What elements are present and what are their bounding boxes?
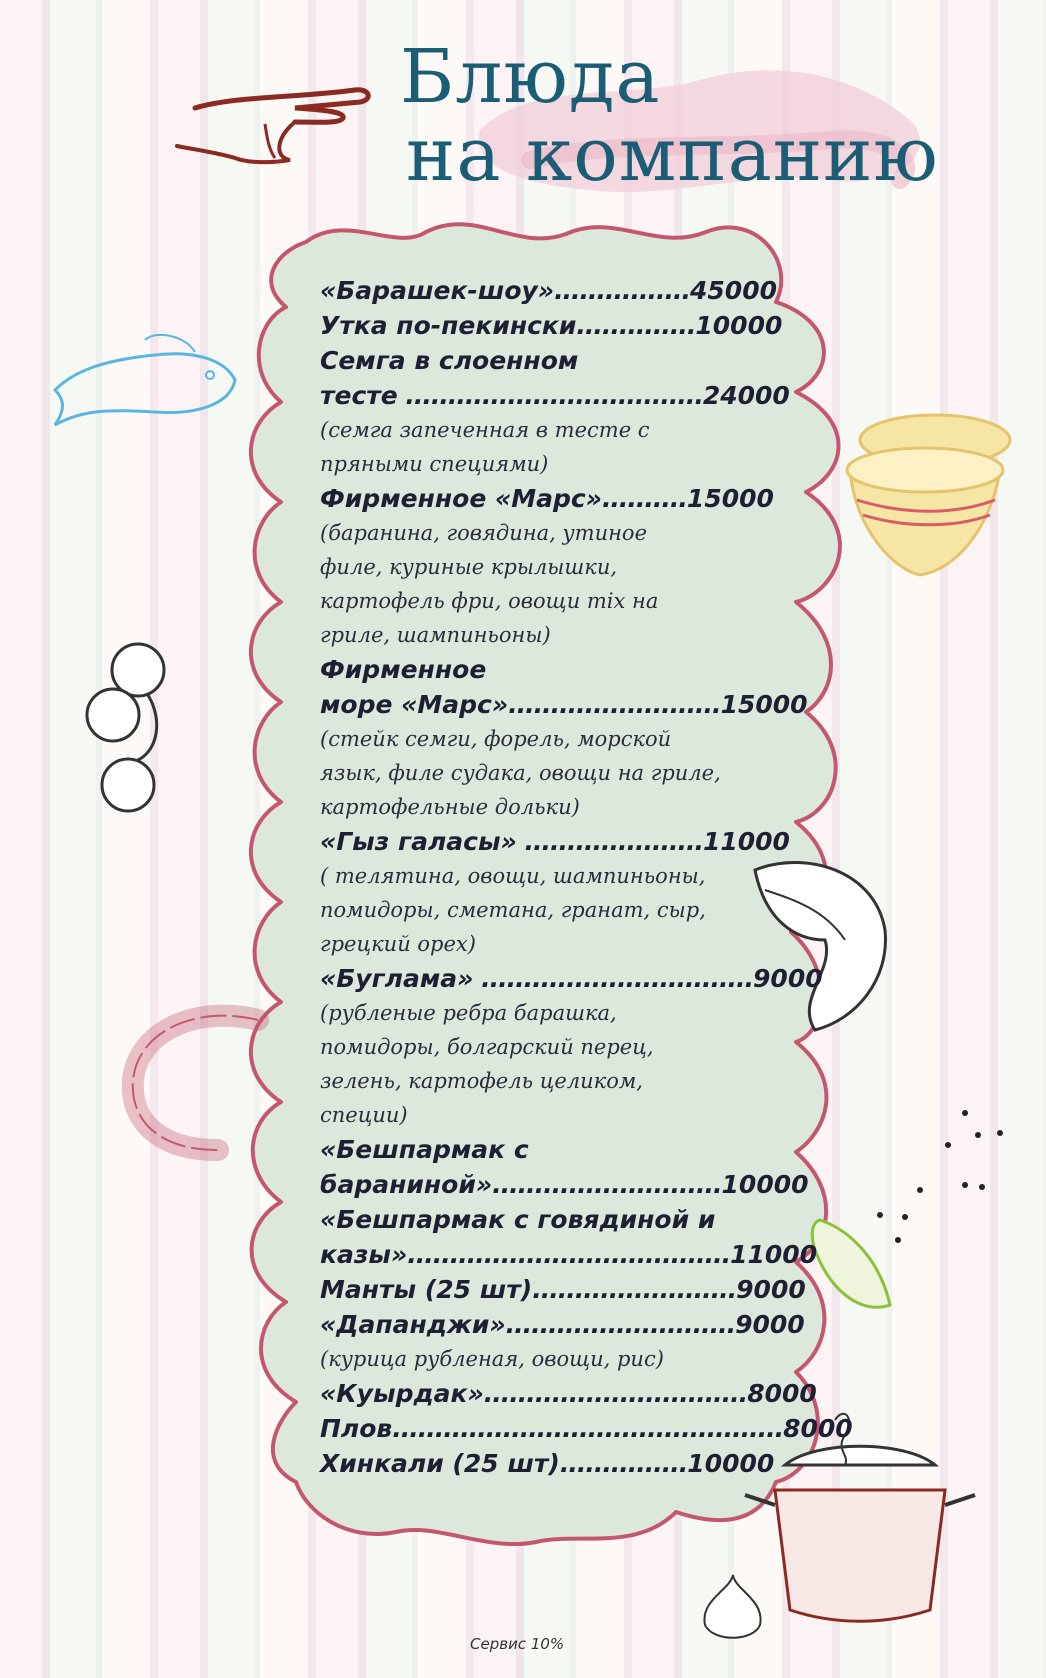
- menu-item-name: Утка по-пекински: [320, 311, 577, 340]
- menu-item-leader-dots: .........................: [508, 690, 721, 719]
- menu-item: [320, 1202, 740, 1237]
- menu-item-leader-dots: ...............................: [483, 1379, 748, 1408]
- menu-item-description: (семга запеченная в тесте с: [320, 418, 650, 442]
- menu-item-leader-dots: ...........................: [492, 1170, 722, 1199]
- menu-item-description: филе, куриные крылышки,: [320, 555, 618, 579]
- menu-item: [320, 1411, 853, 1446]
- menu-item-price: 10000: [687, 1449, 775, 1478]
- menu-item: [320, 1167, 809, 1202]
- menu-item-name: «Барашек-шоу»: [320, 276, 555, 305]
- menu-item-price: 10000: [721, 1170, 809, 1199]
- menu-item-price: 9000: [736, 1275, 806, 1304]
- menu-item-leader-dots: ..............: [576, 311, 696, 340]
- menu-item-description: (стейк семги, форель, морской: [320, 727, 672, 751]
- menu-item-description: (курица рубленая, овощи, рис): [320, 1347, 664, 1371]
- menu-item-name: Хинкали (25 шт): [320, 1449, 560, 1478]
- pointing-hand-icon: [175, 78, 385, 188]
- menu-item-name: «Дапанджи»: [320, 1310, 506, 1339]
- menu-item: [320, 1237, 818, 1272]
- menu-item-price: 9000: [753, 964, 823, 993]
- menu-item-description: (рубленые ребра барашка,: [320, 1001, 617, 1025]
- menu-item: [320, 273, 777, 308]
- tomatoes-icon: [78, 640, 198, 820]
- menu-item-price: 10000: [695, 311, 783, 340]
- menu-item: [320, 378, 790, 413]
- menu-item-description: специи): [320, 1103, 408, 1127]
- menu-item: [320, 308, 783, 343]
- fish-icon: [45, 330, 245, 440]
- menu-item-price: 11000: [730, 1240, 818, 1269]
- menu-item-price: 8000: [783, 1414, 853, 1443]
- bowls-icon: [825, 400, 1015, 580]
- pepper-dots-icon: [860, 1105, 1020, 1245]
- menu-item: [320, 1307, 805, 1342]
- service-charge-note: Сервис 10%: [470, 1635, 565, 1653]
- menu-item-description: помидоры, болгарский перец,: [320, 1035, 654, 1059]
- menu-item-name: тесте: [320, 381, 398, 410]
- menu-item: [320, 343, 740, 378]
- menu-item-price: 15000: [686, 484, 774, 513]
- menu-item-name: «Гыз галасы»: [320, 827, 517, 856]
- menu-item-leader-dots: ................: [554, 276, 691, 305]
- menu-item-leader-dots: ..........: [601, 484, 687, 513]
- menu-item-name: «Буглама»: [320, 964, 474, 993]
- menu-item-name: Семга в слоенном: [320, 346, 579, 375]
- menu-item-description: язык, филе судака, овощи на гриле,: [320, 761, 721, 785]
- menu-item-name: Фирменное: [320, 655, 487, 684]
- title-line-1: Блюда: [400, 34, 661, 120]
- menu-item-leader-dots: ...........................: [505, 1310, 736, 1339]
- menu-item-name: Манты (25 шт): [320, 1275, 533, 1304]
- menu-item-price: 24000: [702, 381, 790, 410]
- sausages-icon: [118, 1000, 288, 1170]
- menu-item: [320, 687, 808, 722]
- menu-item-leader-dots: ...............: [559, 1449, 688, 1478]
- menu-item-description: (баранина, говядина, утиное: [320, 521, 647, 545]
- menu-item-leader-dots: ..............................................: [392, 1414, 784, 1443]
- menu-item-leader-dots: ........................: [532, 1275, 737, 1304]
- salmon-steak-icon: [725, 850, 895, 1040]
- menu-item-description: ( телятина, овощи, шампиньоны,: [320, 864, 706, 888]
- menu-item-price: 45000: [690, 276, 777, 305]
- menu-item-description: картофельные дольки): [320, 795, 580, 819]
- menu-item-description: грецкий орех): [320, 932, 476, 956]
- menu-item-leader-dots: .....................: [516, 827, 703, 856]
- menu-item-leader-dots: ......................................: [407, 1240, 731, 1269]
- menu-item-name: «Бешпармак с говядиной и: [320, 1205, 716, 1234]
- garlic-icon: [695, 1570, 770, 1645]
- menu-item-description: гриле, шампиньоны): [320, 623, 551, 647]
- menu-item-name: «Куырдак»: [320, 1379, 484, 1408]
- menu-item-leader-dots: ...................................: [397, 381, 703, 410]
- menu-item: [320, 481, 774, 516]
- page-title: [400, 34, 939, 198]
- pot-icon: [735, 1410, 985, 1630]
- menu-item-name: Фирменное «Марс»: [320, 484, 602, 513]
- menu-item-price: 15000: [720, 690, 808, 719]
- menu-item: [320, 961, 823, 996]
- menu-item-price: 9000: [735, 1310, 805, 1339]
- menu-item: [320, 1376, 817, 1411]
- menu-item-price: 8000: [747, 1379, 817, 1408]
- menu-item-name: казы»: [320, 1240, 408, 1269]
- menu-item: [320, 1132, 740, 1167]
- menu-item-description: картофель фри, овощи mix на: [320, 589, 659, 613]
- title-line-2: на компанию: [406, 112, 939, 198]
- menu-list: [320, 273, 853, 1481]
- menu-item-description: зелень, картофель целиком,: [320, 1069, 643, 1093]
- menu-item: [320, 824, 790, 859]
- menu-item-name: море «Марс»: [320, 690, 509, 719]
- menu-item: [320, 1272, 806, 1307]
- menu-item: [320, 1446, 775, 1481]
- menu-item-description: помидоры, сметана, гранат, сыр,: [320, 898, 706, 922]
- menu-item: [320, 652, 740, 687]
- menu-item-description: пряными специями): [320, 452, 549, 476]
- menu-item-name: «Бешпармак с: [320, 1135, 529, 1164]
- menu-item-price: 11000: [702, 827, 790, 856]
- menu-item-name: бараниной»: [320, 1170, 493, 1199]
- menu-item-name: Плов: [320, 1414, 393, 1443]
- menu-item-leader-dots: ................................: [473, 964, 754, 993]
